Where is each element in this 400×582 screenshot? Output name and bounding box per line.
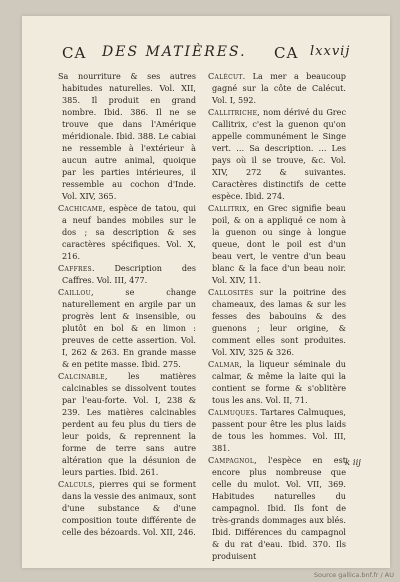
running-header [62,44,352,66]
book-page [22,16,390,568]
index-entry: Callitriche, nom dérivé du Grec Callitrix, c'est la guenon qu'on appelle communément le Singe vert. … Sa description. … Les pays où il se trouve, &c. Vol. XIV, 272 & suivantes. Caractères distinctifs de cette espèce. Ibid. 274. [208,107,346,201]
signature-mark: k iij [345,458,361,468]
page-number: lxxvij [310,44,351,59]
header-title: DES MATIÈRES. [102,44,247,60]
index-entry: Callosités sur la poitrine des chameaux, des lamas & sur les fesses des babouins & des guenons ; leur origine, & comment elles sont produites. Vol. XIV, 325 & 326. [208,287,346,357]
index-entry: Calécut. La mer a beaucoup gagné sur la côte de Calécut. Vol. I, 592. [208,71,346,105]
index-entry: Caillou, se change naturellement en argile par un progrès lent & insensible, ou plutôt en bol & en limon : preuves de cette assertion. Vol. I, 262 & 263. En grande masse & en petite masse. Ibid. 275. [58,287,196,369]
header-right: CA [274,44,299,62]
left-column [58,70,196,538]
index-entry: Calculs, pierres qui se forment dans la vessie des animaux, sont d'une substance & d'une composition toute différente de celle des bézoards. Vol. XII, 246. [58,479,196,537]
index-entry: Sa nourriture & ses autres habitudes naturelles. Vol. XII, 385. Il produit en grand nombre. Ibid. 386. Il ne se trouve que dans l'Amérique méridionale. Ibid. 388. Le cabiai ne ressemble à l'extérieur à aucun autre animal, quoique par les parties intérieures, il ressemble au cochon d'Inde. Vol. XIV, 365. [58,71,196,201]
index-entry: Calmar, la liqueur séminale du calmar, & même la laite qui la contient se forme & s'oblitère tous les ans. Vol. II, 71. [208,359,346,405]
index-entry: Campagnol, l'espèce en est encore plus nombreuse que celle du mulot. Vol. VII, 369. Habitudes naturelles du campagnol. Ibid. Ils font de très-grands dommages aux blés. Ibid. Différences du campagnol & du rat d'eau. Ibid. 370. Ils produisent [208,455,346,561]
right-column [208,70,346,562]
index-entry: Caffres. Description des Caffres. Vol. III, 477. [58,263,196,285]
index-entry: Cachicame, espèce de tatou, qui a neuf bandes mobiles sur le dos ; sa description & ses caractères spécifiques. Vol. X, 216. [58,203,196,261]
index-entry: Calmuques. Tartares Calmuques, passent pour être les plus laids de tous les hommes. Vol. III, 381. [208,407,346,453]
index-entry: Calcinable, les matières calcinables se dissolvent toutes par l'eau-forte. Vol. I, 238 & 239. Les matières calcinables perdent au feu plus du tiers de leur poids, & reprennent la forme de terre sans autre altération que la désunion de leurs parties. Ibid. 261. [58,371,196,477]
source-credit: Source gallica.bnf.fr / AU [313,571,394,579]
header-left: CA [62,44,87,62]
index-entry: Callitrix, en Grec signifie beau poil, & on a appliqué ce nom à la guenon ou singe à longue queue, dont le poil est d'un beau vert, le ventre d'un beau blanc & la face d'un beau noir. Vol. XIV, 11. [208,203,346,285]
